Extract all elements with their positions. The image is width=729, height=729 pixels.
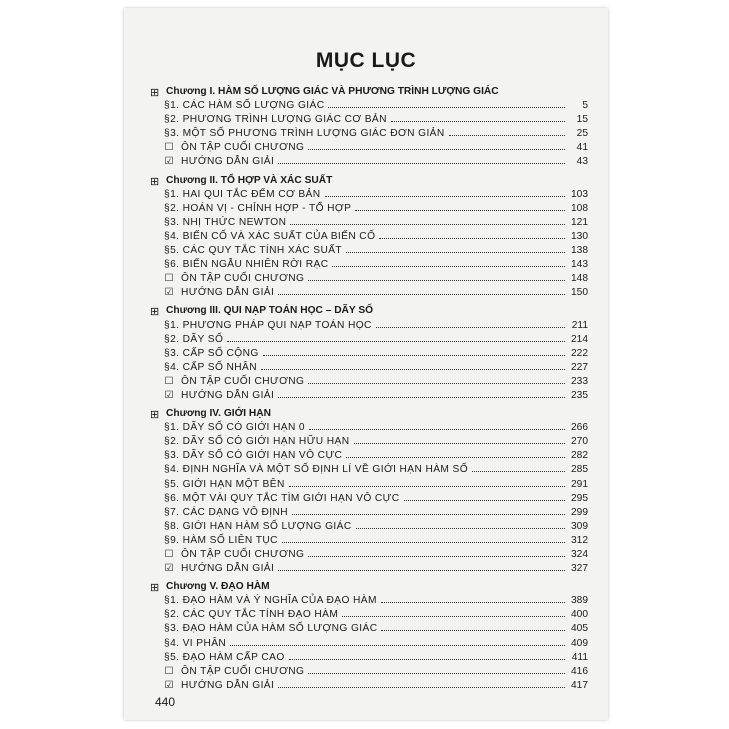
- dot-leader: [278, 397, 565, 398]
- toc-entry[interactable]: [150, 141, 588, 155]
- dot-leader: [230, 645, 565, 646]
- dot-leader: [342, 616, 565, 617]
- toc-entry[interactable]: [150, 216, 588, 230]
- book-icon: ⊞: [150, 409, 160, 422]
- toc-entry-label: §2. HOÁN VỊ - CHỈNH HỢP - TỔ HỢP: [164, 202, 352, 214]
- toc-entry[interactable]: [150, 435, 588, 449]
- toc-entry-label: HƯỚNG DẪN GIẢI: [181, 679, 275, 691]
- dot-leader: [354, 443, 566, 444]
- checkbox-empty-icon: ☐: [164, 375, 174, 387]
- toc-entry-label: ÔN TẬP CUỐI CHƯƠNG: [181, 549, 305, 560]
- toc-entry-page: 103: [571, 188, 588, 200]
- toc-entry-page: 108: [571, 202, 588, 214]
- chapter-heading[interactable]: [150, 304, 588, 318]
- checkbox-empty-icon: ☐: [164, 142, 174, 154]
- toc-entry[interactable]: [150, 113, 588, 127]
- toc-entry-label: §4. BIẾN CỐ VÀ XÁC SUẤT CỦA BIẾN CỐ: [164, 230, 376, 242]
- toc-entry[interactable]: [150, 665, 588, 679]
- toc-entry-page: 150: [571, 287, 588, 299]
- toc-entry-label: §2. CÁC QUY TẮC TÍNH ĐẠO HÀM: [164, 609, 339, 621]
- chapter-heading[interactable]: [150, 85, 588, 99]
- toc-entry-page: 143: [571, 259, 588, 271]
- chapter-heading[interactable]: [150, 580, 588, 594]
- toc-entry-page: 25: [576, 128, 588, 140]
- toc-entry-page: 130: [571, 230, 588, 242]
- toc-entry-page: 266: [571, 422, 588, 434]
- checkbox-empty-icon: ☐: [164, 549, 174, 560]
- checkbox-empty-icon: ☐: [164, 665, 174, 677]
- toc-entry-page: 138: [571, 245, 588, 257]
- toc-entry-label: §1. PHƯƠNG PHÁP QUI NẠP TOÁN HỌC: [164, 319, 372, 331]
- dot-leader: [376, 327, 565, 328]
- dot-leader: [282, 542, 565, 543]
- toc-entry-label: §3. DÃY SỐ CÓ GIỚI HẠN VÔ CỰC: [164, 450, 343, 462]
- dot-leader: [278, 570, 565, 571]
- toc-entry-label: §5. GIỚI HẠN MỘT BÊN: [164, 478, 285, 490]
- dot-leader: [263, 355, 565, 356]
- toc-entry-label: §4. ĐỊNH NGHĨA VÀ MỘT SỐ ĐỊNH LÍ VỀ GIỚI HẠN HÀM SỐ: [164, 464, 469, 476]
- toc-entry[interactable]: [150, 478, 588, 492]
- toc-entry-page: 148: [571, 273, 588, 285]
- checkbox-checked-icon: ☑: [164, 389, 174, 401]
- dot-leader: [332, 266, 565, 267]
- chapter-heading[interactable]: [150, 174, 588, 188]
- page-number: 440: [155, 695, 176, 709]
- toc-entry[interactable]: [150, 99, 588, 113]
- toc-entry[interactable]: [150, 272, 588, 286]
- dot-leader: [325, 196, 565, 197]
- toc-entry-label: ÔN TẬP CUỐI CHƯƠNG: [181, 273, 305, 285]
- dot-leader: [278, 163, 565, 164]
- chapter-title: Chương II. TỔ HỢP VÀ XÁC SUẤT: [166, 174, 333, 186]
- toc-entry-page: 222: [571, 347, 588, 359]
- toc-entry[interactable]: [150, 463, 588, 477]
- checkbox-checked-icon: ☑: [164, 156, 174, 168]
- toc-entry-label: §5. ĐẠO HÀM CẤP CAO: [164, 651, 285, 663]
- toc-entry[interactable]: [150, 534, 588, 548]
- toc-entry-label: HƯỚNG DẪN GIẢI: [181, 563, 275, 575]
- book-icon: ⊞: [150, 582, 160, 595]
- toc-entry[interactable]: [150, 622, 588, 636]
- toc-entry[interactable]: [150, 286, 588, 300]
- chapter-title: Chương I. HÀM SỐ LƯỢNG GIÁC VÀ PHƯƠNG TRÌNH LƯỢNG GIÁC: [166, 86, 499, 97]
- book-icon: ⊞: [150, 306, 160, 319]
- dot-leader: [391, 121, 565, 122]
- toc-entry-label: §4. CẤP SỐ NHÂN: [164, 361, 258, 373]
- toc-entry-label: ÔN TẬP CUỐI CHƯƠNG: [181, 665, 305, 677]
- toc-entry-label: HƯỚNG DẪN GIẢI: [181, 156, 275, 168]
- toc-entry-label: §3. CẤP SỐ CỘNG: [164, 347, 259, 359]
- dot-leader: [328, 107, 565, 108]
- toc-entry-page: 327: [571, 563, 588, 575]
- dot-leader: [381, 602, 565, 603]
- toc-entry-label: §6. BIẾN NGẪU NHIÊN RỜI RẠC: [164, 259, 329, 271]
- chapter-title: Chương IV. GIỚI HẠN: [166, 408, 272, 420]
- dot-leader: [278, 294, 565, 295]
- dot-leader: [346, 457, 565, 458]
- book-page: [124, 8, 608, 720]
- toc-entry[interactable]: [150, 679, 588, 693]
- toc-entry-label: §3. MỘT SỐ PHƯƠNG TRÌNH LƯỢNG GIÁC ĐƠN GIẢN: [164, 128, 445, 140]
- toc-entry-label: §1. HAI QUI TẮC ĐẾM CƠ BẢN: [164, 188, 321, 200]
- toc-entry[interactable]: [150, 594, 588, 608]
- toc-entry[interactable]: [150, 361, 588, 375]
- toc-entry[interactable]: [150, 319, 588, 333]
- toc-entry-page: 121: [571, 216, 588, 228]
- toc-entry-page: 211: [571, 319, 588, 331]
- dot-leader: [308, 673, 565, 674]
- toc-entry[interactable]: [150, 449, 588, 463]
- dot-leader: [379, 238, 565, 239]
- toc-entry[interactable]: [150, 506, 588, 520]
- toc-entry[interactable]: [150, 375, 588, 389]
- book-icon: ⊞: [150, 87, 160, 99]
- dot-leader: [449, 135, 565, 136]
- dot-leader: [356, 528, 565, 529]
- chapter-heading[interactable]: [150, 407, 588, 421]
- toc-entry[interactable]: [150, 244, 588, 258]
- toc-entry-label: ÔN TẬP CUỐI CHƯƠNG: [181, 375, 305, 387]
- toc-entry-label: §3. NHỊ THỨC NEWTON: [164, 216, 287, 228]
- toc-entry-page: 312: [571, 534, 588, 546]
- toc-entry-label: §2. PHƯƠNG TRÌNH LƯỢNG GIÁC CƠ BẢN: [164, 114, 387, 126]
- toc-entry-label: §4. VI PHÂN: [164, 637, 227, 649]
- checkbox-checked-icon: ☑: [164, 679, 174, 691]
- checkbox-checked-icon: ☑: [164, 287, 174, 299]
- toc-entry-label: HƯỚNG DẪN GIẢI: [181, 389, 275, 401]
- toc-entry[interactable]: [150, 562, 588, 576]
- dot-leader: [472, 471, 565, 472]
- dot-leader: [289, 659, 565, 660]
- dot-leader: [309, 429, 565, 430]
- toc-entry-page: 227: [571, 361, 588, 373]
- toc-entry[interactable]: [150, 637, 588, 651]
- toc-entry-label: ÔN TẬP CUỐI CHƯƠNG: [181, 142, 305, 154]
- toc-entry[interactable]: [150, 389, 588, 403]
- toc-entry[interactable]: [150, 188, 588, 202]
- toc-entry-label: §6. MỘT VÀI QUY TẮC TÌM GIỚI HẠN VÔ CỰC: [164, 492, 400, 504]
- dot-leader: [381, 630, 565, 631]
- table-of-contents: [150, 85, 588, 693]
- toc-entry-label: §7. CÁC DẠNG VÔ ĐỊNH: [164, 506, 289, 518]
- toc-entry[interactable]: [150, 492, 588, 506]
- chapter-title: Chương III. QUI NẠP TOÁN HỌC – DÃY SỐ: [166, 305, 374, 317]
- dot-leader: [308, 383, 565, 384]
- dot-leader: [290, 224, 565, 225]
- dot-leader: [346, 252, 565, 253]
- toc-entry[interactable]: [150, 127, 588, 141]
- dot-leader: [289, 486, 565, 487]
- chapter-title: Chương V. ĐẠO HÀM: [166, 581, 270, 593]
- toc-entry-page: 15: [576, 114, 588, 126]
- toc-entry-page: 309: [571, 520, 588, 532]
- toc-entry-page: 409: [571, 637, 588, 649]
- toc-entry-label: §8. GIỚI HẠN HÀM SỐ LƯỢNG GIÁC: [164, 520, 352, 532]
- toc-entry[interactable]: [150, 421, 588, 435]
- toc-entry-label: §1. CÁC HÀM SỐ LƯỢNG GIÁC: [164, 100, 325, 112]
- checkbox-checked-icon: ☑: [164, 563, 174, 575]
- toc-entry-page: 270: [571, 436, 588, 448]
- dot-leader: [404, 500, 565, 501]
- toc-entry-label: §3. ĐẠO HÀM CỦA HÀM SỐ LƯỢNG GIÁC: [164, 623, 378, 635]
- toc-entry-page: 233: [571, 375, 588, 387]
- toc-entry[interactable]: [150, 347, 588, 361]
- dot-leader: [292, 514, 565, 515]
- toc-entry-page: 400: [571, 609, 588, 621]
- book-icon: ⊞: [150, 175, 160, 188]
- toc-entry-label: §2. DÃY SỐ CÓ GIỚI HẠN HỮU HẠN: [164, 436, 350, 448]
- toc-entry-page: 285: [571, 464, 588, 476]
- toc-entry-page: 282: [571, 450, 588, 462]
- dot-leader: [308, 556, 565, 557]
- dot-leader: [308, 280, 565, 281]
- toc-entry-page: 411: [571, 651, 588, 663]
- toc-entry-page: 416: [571, 665, 588, 677]
- toc-entry[interactable]: [150, 155, 588, 169]
- dot-leader: [308, 149, 565, 150]
- toc-entry[interactable]: [150, 258, 588, 272]
- toc-entry-page: 43: [576, 156, 588, 168]
- toc-entry-page: 324: [571, 549, 588, 560]
- toc-entry-page: 295: [571, 492, 588, 504]
- toc-entry-page: 405: [571, 623, 588, 635]
- dot-leader: [278, 687, 565, 688]
- toc-entry-page: 291: [571, 478, 588, 490]
- toc-entry[interactable]: [150, 548, 588, 562]
- toc-entry-page: 235: [571, 389, 588, 401]
- dot-leader: [227, 341, 565, 342]
- toc-entry-page: 41: [576, 142, 588, 154]
- toc-entry-label: §1. ĐẠO HÀM VÀ Ý NGHĨA CỦA ĐẠO HÀM: [164, 595, 377, 607]
- toc-entry-label: §9. HÀM SỐ LIÊN TỤC: [164, 534, 278, 546]
- toc-entry-label: §1. DÃY SỐ CÓ GIỚI HẠN 0: [164, 422, 306, 434]
- toc-entry-label: §5. CÁC QUY TẮC TÍNH XÁC SUẤT: [164, 245, 343, 257]
- toc-entry-page: 417: [571, 679, 588, 691]
- toc-entry[interactable]: [150, 333, 588, 347]
- toc-entry[interactable]: [150, 651, 588, 665]
- toc-entry-label: HƯỚNG DẪN GIẢI: [181, 287, 275, 299]
- toc-entry[interactable]: [150, 202, 588, 216]
- toc-entry-page: 5: [582, 100, 588, 112]
- toc-entry-page: 299: [571, 506, 588, 518]
- dot-leader: [355, 210, 565, 211]
- page-title: MỤC LỤC: [315, 49, 417, 72]
- checkbox-empty-icon: ☐: [164, 273, 174, 285]
- toc-entry[interactable]: [150, 230, 588, 244]
- toc-entry-page: 214: [571, 333, 588, 345]
- toc-entry[interactable]: [150, 608, 588, 622]
- toc-entry[interactable]: [150, 520, 588, 534]
- toc-entry-page: 389: [571, 595, 588, 607]
- toc-entry-label: §2. DÃY SỐ: [164, 333, 224, 345]
- dot-leader: [261, 369, 565, 370]
